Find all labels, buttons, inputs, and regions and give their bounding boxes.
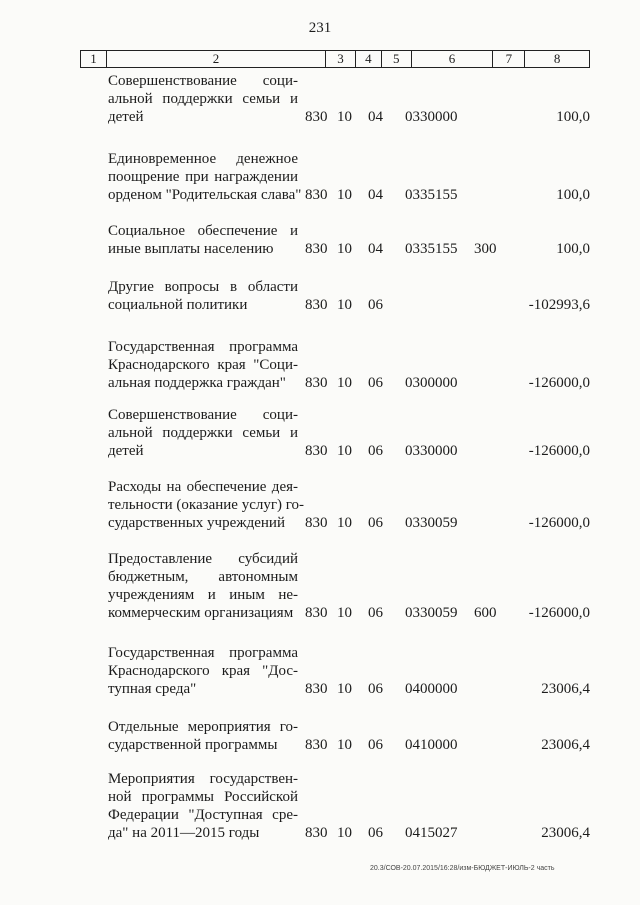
section-code: 10 (337, 109, 352, 125)
table-row (0, 478, 640, 532)
row-description (108, 478, 305, 532)
table-row (0, 278, 640, 314)
amount: -126000,0 (528, 443, 590, 459)
target-article-code: 0400000 (405, 681, 458, 697)
header-col-7: 7 (493, 51, 525, 67)
subsection-code: 06 (368, 605, 383, 621)
description-line: да" на 2011—2015 годы (108, 825, 260, 841)
subsection-code: 04 (368, 187, 383, 203)
description-line: Государственная программа (108, 645, 298, 661)
description-line: ной программы Российской (108, 789, 298, 805)
page-number: 231 (308, 20, 332, 36)
row-description (108, 278, 298, 314)
description-line: тупная среда" (108, 681, 197, 697)
header-col-3: 3 (326, 51, 356, 67)
expense-type-code: 300 (474, 241, 497, 257)
ved-code: 830 (305, 443, 328, 459)
target-article-code: 0300000 (405, 375, 458, 391)
section-code: 10 (337, 737, 352, 753)
amount: -126000,0 (528, 515, 590, 531)
ved-code: 830 (305, 187, 328, 203)
subsection-code: 04 (368, 241, 383, 257)
amount: -126000,0 (528, 605, 590, 621)
header-col-1: 1 (81, 51, 107, 67)
row-description (108, 550, 298, 622)
description-line: учреждениям и иным не- (108, 587, 298, 603)
row-description (108, 72, 298, 126)
subsection-code: 06 (368, 375, 383, 391)
description-line: альной поддержки семьи и (108, 425, 298, 441)
amount: 23006,4 (541, 681, 590, 697)
section-code: 10 (337, 375, 352, 391)
description-line: Отдельные мероприятия го- (108, 719, 298, 735)
description-line: сударственной программы (108, 737, 278, 753)
header-col-2: 2 (107, 51, 326, 67)
description-line: Федерации "Доступная сре- (108, 807, 298, 823)
section-code: 10 (337, 297, 352, 313)
description-line: Мероприятия государствен- (108, 771, 298, 787)
header-col-6: 6 (412, 51, 494, 67)
section-code: 10 (337, 825, 352, 841)
description-line: коммерческим организациям (108, 605, 294, 621)
ved-code: 830 (305, 515, 328, 531)
section-code: 10 (337, 241, 352, 257)
description-line: иные выплаты населению (108, 241, 274, 257)
row-description (108, 644, 298, 698)
row-description (108, 150, 302, 204)
table-row (0, 644, 640, 698)
description-line: Государственная программа (108, 339, 298, 355)
ved-code: 830 (305, 737, 328, 753)
target-article-code: 0330000 (405, 109, 458, 125)
description-line: социальной политики (108, 297, 248, 313)
subsection-code: 06 (368, 297, 383, 313)
ved-code: 830 (305, 109, 328, 125)
subsection-code: 04 (368, 109, 383, 125)
subsection-code: 06 (368, 737, 383, 753)
amount: 100,0 (556, 109, 590, 125)
table-row (0, 72, 640, 126)
table-row (0, 770, 640, 842)
ved-code: 830 (305, 375, 328, 391)
row-description (108, 770, 298, 842)
description-line: Другие вопросы в области (108, 279, 298, 295)
table-row (0, 550, 640, 622)
table-row (0, 222, 640, 258)
subsection-code: 06 (368, 443, 383, 459)
target-article-code: 0335155 (405, 241, 458, 257)
description-line: бюджетным, автономным (108, 569, 298, 585)
description-line: Совершенствование соци- (108, 73, 298, 89)
target-article-code: 0330059 (405, 605, 458, 621)
header-col-8: 8 (553, 51, 561, 66)
section-code: 10 (337, 605, 352, 621)
description-line: Расходы на обеспечение дея- (108, 479, 298, 495)
section-code: 10 (337, 515, 352, 531)
expense-type-code: 600 (474, 605, 497, 621)
description-line: Единовременное денежное (108, 151, 298, 167)
description-line: поощрение при награждении (108, 169, 298, 185)
amount: 100,0 (556, 241, 590, 257)
target-article-code: 0330000 (405, 443, 458, 459)
table-row (0, 150, 640, 204)
ved-code: 830 (305, 681, 328, 697)
table-row (0, 338, 640, 392)
target-article-code: 0410000 (405, 737, 458, 753)
amount: -126000,0 (528, 375, 590, 391)
description-line: Социальное обеспечение и (108, 223, 298, 239)
description-line: детей (108, 109, 144, 125)
subsection-code: 06 (368, 681, 383, 697)
subsection-code: 06 (368, 515, 383, 531)
footer-stamp: 20.3/СОВ-20.07.2015/16:28/изм-БЮДЖЕТ-ИЮЛЬ-2 часть (370, 865, 555, 872)
description-line: Предоставление субсидий (108, 551, 298, 567)
section-code: 10 (337, 681, 352, 697)
header-col-4: 4 (356, 51, 382, 67)
ved-code: 830 (305, 825, 328, 841)
header-col-5: 5 (382, 51, 412, 67)
target-article-code: 0415027 (405, 825, 458, 841)
ved-code: 830 (305, 605, 328, 621)
description-line: детей (108, 443, 144, 459)
amount: 23006,4 (541, 737, 590, 753)
row-description (108, 718, 298, 754)
description-line: альной поддержки семьи и (108, 91, 298, 107)
table-row (0, 406, 640, 460)
table-header (80, 50, 590, 68)
subsection-code: 06 (368, 825, 383, 841)
target-article-code: 0330059 (405, 515, 458, 531)
description-line: сударственных учреждений (108, 515, 285, 531)
ved-code: 830 (305, 297, 328, 313)
row-description (108, 406, 298, 460)
amount: 100,0 (556, 187, 590, 203)
table-row (0, 718, 640, 754)
description-line: Краснодарского края "Соци- (108, 357, 298, 373)
description-line: Краснодарского края "Дос- (108, 663, 298, 679)
row-description (108, 222, 298, 258)
section-code: 10 (337, 187, 352, 203)
target-article-code: 0335155 (405, 187, 458, 203)
description-line: Совершенствование соци- (108, 407, 298, 423)
ved-code: 830 (305, 241, 328, 257)
row-description (108, 338, 298, 392)
description-line: тельности (оказание услуг) го- (108, 497, 305, 513)
description-line: альная поддержка граждан" (108, 375, 286, 391)
amount: -102993,6 (528, 297, 590, 313)
section-code: 10 (337, 443, 352, 459)
amount: 23006,4 (541, 825, 590, 841)
description-line: орденом "Родительская слава" (108, 187, 302, 203)
